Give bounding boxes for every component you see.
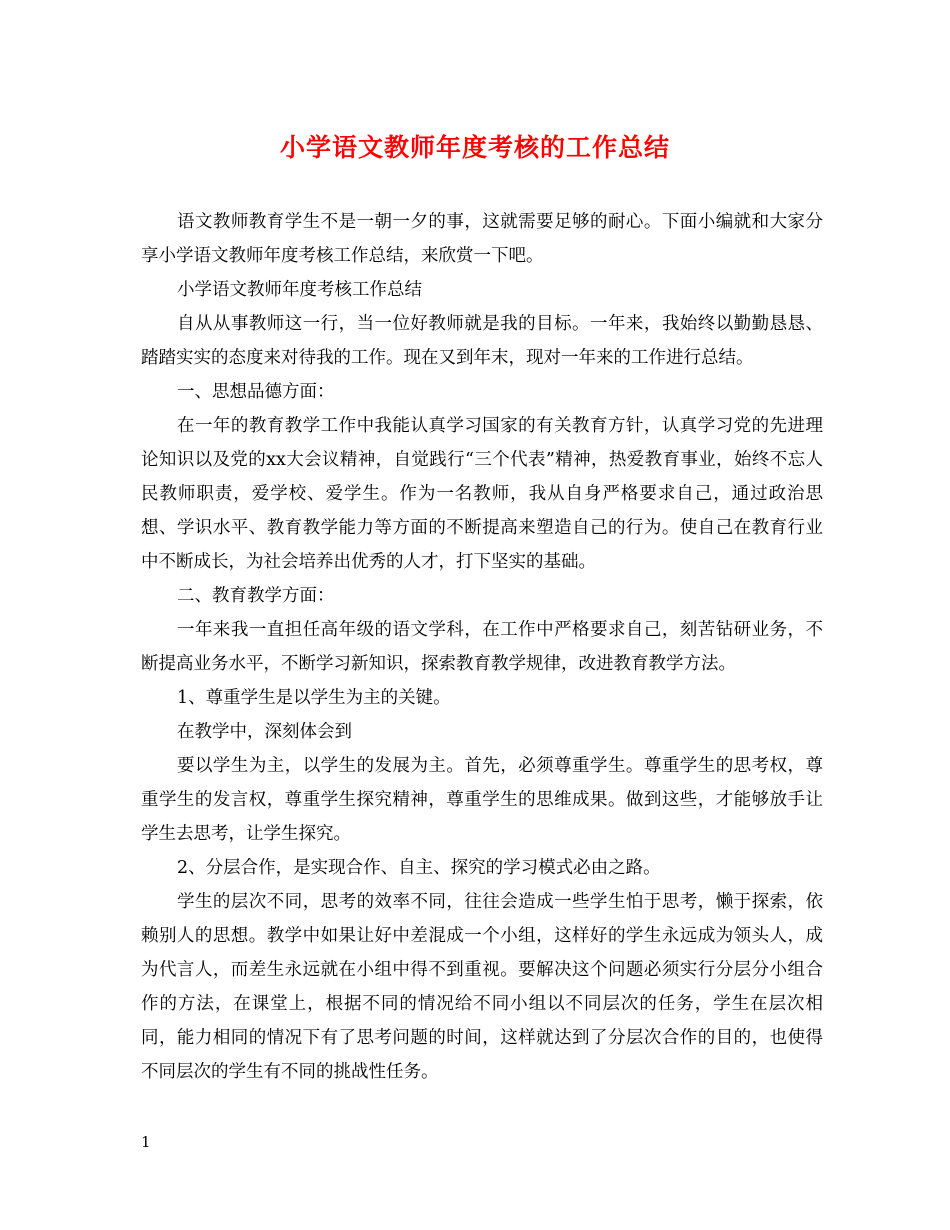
paragraph-ideology: 在一年的教育教学工作中我能认真学习国家的有关教育方针，认真学习党的先进理论知识以及党的xx大会议精神，自觉践行“三个代表”精神，热爱教育事业，始终不忘人民教师职责，爱学校、爱学生。作为一名教师，我从自身严格要求自己，通过政治思想、学识水平、教育教学能力等方面的不断提高来塑造自己的行为。使自己在教育行业中不断成长，为社会培养出优秀的人才，打下坚实的基础。 bbox=[141, 416, 823, 572]
point-heading-respect: 1、尊重学生是以学生为主的关键。 bbox=[177, 688, 451, 708]
document-body bbox=[141, 205, 823, 1089]
point-heading-cooperation: 2、分层合作，是实现合作、自主、探究的学习模式必由之路。 bbox=[177, 858, 661, 878]
paragraph-respect-lead: 在教学中，深刻体会到 bbox=[177, 722, 352, 742]
section-heading-teaching: 二、教育教学方面： bbox=[177, 586, 335, 606]
paragraph-intro: 语文教师教育学生不是一朝一夕的事，这就需要足够的耐心。下面小编就和大家分享小学语文教师年度考核工作总结，来欣赏一下吧。 bbox=[141, 212, 823, 266]
page-number: 1 bbox=[141, 1133, 151, 1151]
document-title: 小学语文教师年度考核的工作总结 bbox=[279, 133, 670, 162]
paragraph-subtitle: 小学语文教师年度考核工作总结 bbox=[177, 280, 422, 300]
section-heading-ideology: 一、思想品德方面： bbox=[177, 382, 335, 402]
paragraph-opening: 自从从事教师这一行，当一位好教师就是我的目标。一年来，我始终以勤勤恳恳、踏踏实实的态度来对待我的工作。现在又到年末，现对一年来的工作进行总结。 bbox=[141, 314, 823, 368]
paragraph-cooperation: 学生的层次不同，思考的效率不同，往往会造成一些学生怕于思考，懒于探索，依赖别人的思想。教学中如果让好中差混成一个小组，这样好的学生永远成为领头人，成为代言人，而差生永远就在小组中得不到重视。要解决这个问题必须实行分层分小组合作的方法，在课堂上，根据不同的情况给不同小组以不同层次的任务，学生在层次相同，能力相同的情况下有了思考问题的时间，这样就达到了分层次合作的目的，也使得不同层次的学生有不同的挑战性任务。 bbox=[141, 892, 823, 1082]
paragraph-teaching: 一年来我一直担任高年级的语文学科，在工作中严格要求自己，刻苦钻研业务，不断提高业务水平，不断学习新知识，探索教育教学规律，改进教育教学方法。 bbox=[141, 620, 823, 674]
paragraph-respect: 要以学生为主，以学生的发展为主。首先，必须尊重学生。尊重学生的思考权，尊重学生的发言权，尊重学生探究精神，尊重学生的思维成果。做到这些，才能够放手让学生去思考，让学生探究。 bbox=[141, 756, 823, 844]
